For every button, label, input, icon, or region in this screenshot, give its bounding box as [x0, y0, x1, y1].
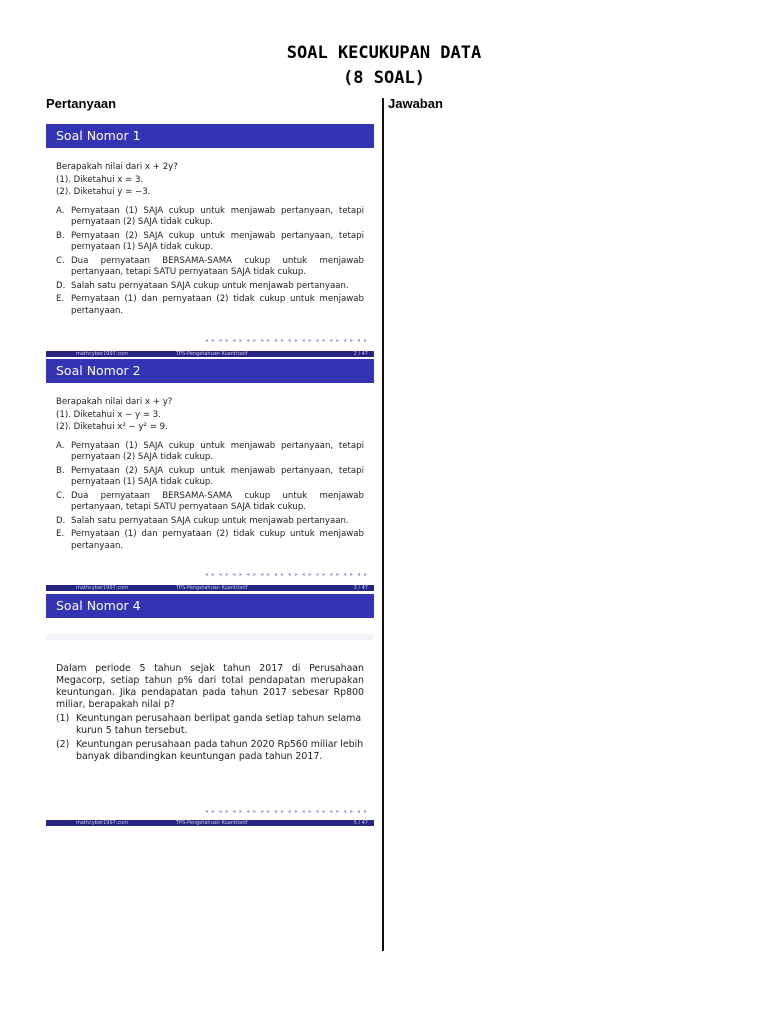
column-divider — [382, 98, 384, 951]
question-text: Berapakah nilai dari x + y? — [56, 397, 173, 407]
footer-topic: TPS-Pengetahuan Kuantitatif — [176, 351, 248, 357]
slide-footer — [46, 820, 374, 826]
option-c: C. Dua pernyataan BERSAMA-SAMA cukup untuk menjawab pertanyaan, tetapi SATU pernyataan SAJA tidak cukup. — [56, 255, 364, 277]
option-b: B. Pernyataan (2) SAJA cukup untuk menjawab pertanyaan, tetapi pernyataan (1) SAJA tidak cukup. — [56, 465, 364, 487]
option-e: E. Pernyataan (1) dan pernyataan (2) tidak cukup untuk menjawab pertanyaan. — [56, 529, 364, 551]
footer-site: mathcyber1997.com — [76, 351, 129, 357]
footer-site: mathcyber1997.com — [76, 820, 129, 826]
slide-header: Soal Nomor 1 — [46, 124, 374, 148]
option-d: D. Salah satu pernyataan SAJA cukup untuk menjawab pertanyaan. — [56, 280, 349, 291]
numbered-item-1: (1) Keuntungan perusahaan berlipat ganda setiap tahun selama kurun 5 tahun tersebut. — [56, 713, 362, 736]
faded-bar — [46, 634, 374, 640]
slide-footer — [46, 585, 374, 591]
slide-soal-1 — [46, 124, 374, 357]
beamer-nav-icons: ◂ ▸ ◂ ▸ ◂ ▸ ◂ ▸ ◂ ▸ ◂ ▸ ◂ ▸ ◂ ▸ ◂ ▸ ◂ ▸ ◂ ▸ ◂ ▸ — [204, 571, 368, 578]
slide-header: Soal Nomor 2 — [46, 359, 374, 383]
footer-page: 5 / 47 — [353, 820, 368, 826]
slide-body — [46, 663, 374, 763]
problem-paragraph: Dalam periode 5 tahun sejak tahun 2017 di Perusahaan Megacorp, setiap tahun p% dari total pendapatan merupakan keuntungan. Jika pendapatan pada tahun 2017 sebesar Rp800 miliar, berapakah nilai p? — [56, 663, 364, 710]
document-subtitle: (8 SOAL) — [343, 68, 425, 88]
option-b: B. Pernyataan (2) SAJA cukup untuk menjawab pertanyaan, tetapi pernyataan (1) SAJA tidak cukup. — [56, 230, 364, 252]
option-a: A. Pernyataan (1) SAJA cukup untuk menjawab pertanyaan, tetapi pernyataan (2) SAJA tidak cukup. — [56, 440, 364, 462]
slide-header: Soal Nomor 4 — [46, 594, 374, 618]
footer-topic: TPS-Pengetahuan Kuantitatif — [176, 585, 248, 591]
statement-2: (2). Diketahui y = −3. — [56, 187, 151, 197]
numbered-item-2: (2) Keuntungan perusahaan pada tahun 2020 Rp560 miliar lebih banyak dibandingkan keuntungan pada tahun 2017. — [56, 739, 364, 762]
slide-soal-2 — [46, 359, 374, 591]
slide-body — [46, 397, 374, 552]
document-title: SOAL KECUKUPAN DATA — [286, 43, 482, 63]
column-header-pertanyaan: Pertanyaan — [46, 96, 117, 111]
numbered-list — [56, 713, 364, 763]
options-list — [56, 206, 364, 318]
option-e: E. Pernyataan (1) dan pernyataan (2) tidak cukup untuk menjawab pertanyaan. — [56, 294, 364, 316]
slide-soal-4 — [46, 594, 374, 826]
column-header-jawaban: Jawaban — [388, 96, 443, 111]
statement-2: (2). Diketahui x² − y² = 9. — [56, 422, 168, 432]
option-c: C. Dua pernyataan BERSAMA-SAMA cukup untuk menjawab pertanyaan, tetapi SATU pernyataan SAJA tidak cukup. — [56, 490, 364, 512]
footer-page: 3 / 47 — [353, 585, 368, 591]
footer-topic: TPS-Pengetahuan Kuantitatif — [176, 820, 248, 826]
option-a: A. Pernyataan (1) SAJA cukup untuk menjawab pertanyaan, tetapi pernyataan (2) SAJA tidak cukup. — [56, 205, 364, 227]
beamer-nav-icons: ◂ ▸ ◂ ▸ ◂ ▸ ◂ ▸ ◂ ▸ ◂ ▸ ◂ ▸ ◂ ▸ ◂ ▸ ◂ ▸ ◂ ▸ ◂ ▸ — [204, 808, 368, 815]
question-text: Berapakah nilai dari x + 2y? — [56, 162, 178, 172]
option-d: D. Salah satu pernyataan SAJA cukup untuk menjawab pertanyaan. — [56, 515, 349, 526]
options-list — [56, 441, 364, 553]
statement-1: (1). Diketahui x − y = 3. — [56, 409, 161, 420]
slide-footer — [46, 351, 374, 357]
beamer-nav-icons: ◂ ▸ ◂ ▸ ◂ ▸ ◂ ▸ ◂ ▸ ◂ ▸ ◂ ▸ ◂ ▸ ◂ ▸ ◂ ▸ ◂ ▸ ◂ ▸ — [204, 337, 368, 344]
statement-1: (1). Diketahui x = 3. — [56, 174, 144, 185]
footer-site: mathcyber1997.com — [76, 585, 129, 591]
footer-page: 2 / 47 — [353, 351, 368, 357]
slide-body — [46, 162, 374, 317]
